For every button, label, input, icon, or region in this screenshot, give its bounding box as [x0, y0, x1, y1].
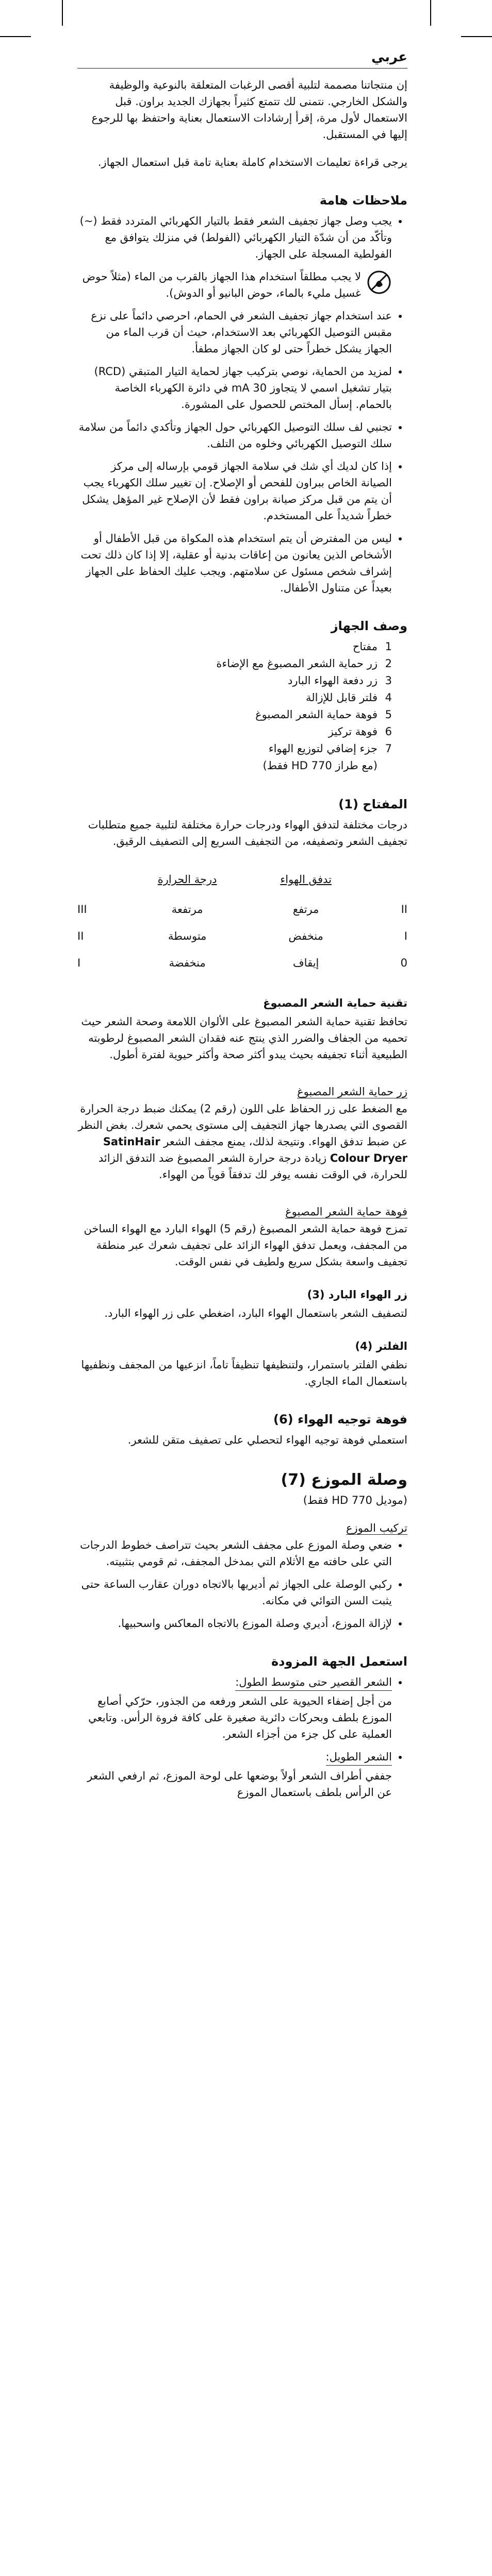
table-row: 0 إيقاف منخفضة I: [77, 957, 407, 969]
water-warning-row: [77, 268, 392, 301]
manual-page: [77, 49, 407, 1812]
list-item-long-hair: [77, 1749, 392, 1801]
color-protect-button-title: زر حماية الشعر المصبوغ: [297, 1086, 407, 1098]
crop-mark-top-right-vertical: [430, 0, 431, 26]
filter-title: الفلتر (4): [355, 1340, 407, 1352]
description-item: 4 فلتر قابل للإزالة: [305, 691, 392, 704]
using-diffuser-title: استعمل الجهة المزودة: [271, 1654, 407, 1669]
using-diffuser-list: [77, 1674, 407, 1801]
note-item-water-warning: [77, 268, 392, 301]
list-item-short-hair: [77, 1674, 392, 1742]
title-rule: [77, 68, 407, 69]
description-title: وصف الجهاز: [331, 619, 407, 633]
diffuser-model-note: (موديل HD 770 فقط): [303, 1494, 407, 1506]
list-item: • ضعي وصلة الموزع على مجفف الشعر بحيث تتراصف خطوط الدرجات التي على حافته مع الأثلام التي بمدخل المجفف، ثم قومي بتثبيته.: [77, 1537, 392, 1570]
crop-mark-left-top-horizontal: [0, 36, 31, 37]
switch-settings-table: [77, 870, 407, 976]
switch-title: المفتاح (1): [338, 797, 407, 811]
cool-shot-text: لتصفيف الشعر باستعمال الهواء البارد، اضغطي على زر الهواء البارد.: [104, 1307, 407, 1319]
intro-paragraph: إن منتجاتنا مصممة لتلبية أقصى الرغبات المتعلقة بالنوعية والوظيفة والشكل الخارجي. نتمنى لك تتمتع كثيراً بجهازك الجديد براون. قبل الاستعمال لأول مرة، إقرأ إرشادات الاستعمال بعناية واحتفظ بها للرجوع إليها في المستقبل.: [91, 79, 407, 141]
color-protect-nozzle-text: تمزج فوهة حماية الشعر المصبوغ (رقم 5) الهواء البارد مع الهواء الساخن من المجفف، ويعمل تدفق الهواء الزائد على تجفيف شعرك عبر منطقة تجفيف واسعة بشكل سريع ولطيف في نفس الوقت.: [84, 1223, 407, 1268]
description-item: 3 زر دفعة الهواء البارد: [287, 674, 392, 687]
note-item: • إذا كان لديك أي شك في سلامة الجهاز قومي بإرساله إلى مركز الصيانة الخاص ببراون للفحص أو الإصلاح. إن تغيير سلك الكهرباء يجب أن يتم من قبل مركز صيانة براون فقط لأن الإصلاح غير المؤهل يشكل خطراً شديداً على المستخدم.: [77, 458, 392, 524]
brand-name: SatinHair Colour Dryer: [103, 1136, 407, 1164]
filter-text: نظفي الفلتر باستمرار، ولتنظيفها تنظيفاً تاماً، انزعيها من المجفف ونظفيها باستعمال الماء الجاري.: [81, 1359, 407, 1387]
description-model-note: (مع طراز HD 770 فقط): [263, 759, 378, 772]
table-row: I منخفض متوسطة II: [77, 930, 407, 942]
long-hair-title: الشعر الطويل:: [326, 1749, 392, 1766]
temperature-header: درجة الحرارة: [157, 873, 217, 886]
diffuser-assembly-title: تركيب الموزع: [346, 1522, 407, 1534]
language-title: عربي: [371, 49, 407, 65]
table-spacer-right: [361, 870, 407, 896]
short-hair-title: الشعر القصير حتى متوسط الطول:: [235, 1674, 392, 1691]
table-row: II مرتفع مرتفعة III: [77, 903, 407, 916]
concentrator-text: استعملي فوهة توجيه الهواء لتحصلي على تصفيف متقن للشعر.: [127, 1434, 407, 1446]
color-protect-button-text: مع الضغط على زر الحفاظ على اللون (رقم 2) يمكنك ضبط درجة الحرارة القصوى التي يصدرها جهاز التجفيف إلى مستوى يحمي شعرك. بغض النظر عن ضبط تدفق الهواء. ونتيجة لذلك، يمنع مجفف الشعر SatinHair Colour Dryer زيادة درجة حرارة الشعر المصبوغ ضد التدفق الزائد للحرارة، في الوقت نفسه يوفر لك تدفقاً قوياً من الهواء.: [78, 1103, 407, 1181]
note-item: • لمزيد من الحماية، نوصي بتركيب جهاز لحماية التيار المتبقي (RCD) بتيار تشغيل اسمي لا يتجاوز 30 mA في دائرة الكهرباء الخاصة بالحمام. إسأل المختص للحصول على المشورة.: [77, 363, 392, 413]
concentrator-title: فوهة توجيه الهواء (6): [273, 1412, 407, 1427]
description-item: 5 فوهة حماية الشعر المصبوغ: [255, 708, 392, 721]
crop-mark-right-top-horizontal: [461, 36, 492, 37]
short-hair-text: من أجل إضفاء الحيوية على الشعر ورفعه من الجذور، حرّكي أصابع الموزع بلطف وبحركات دائرية صغيرة على كافة فروة الرأس. وتابعي العملية على كل جزء من أجزاء الشعر.: [88, 1695, 392, 1740]
notes-list: [77, 213, 407, 596]
airflow-header: تدفق الهواء: [280, 873, 332, 886]
color-protect-nozzle-title: فوهة حماية الشعر المصبوغ: [285, 1206, 407, 1218]
description-item: 1 مفتاح: [352, 640, 392, 653]
note-item: • تجنبي لف سلك التوصيل الكهربائي حول الجهاز وتأكدي دائماً من سلامة سلك التوصيل الكهربائي وخلوه من التلف.: [77, 419, 392, 452]
description-item: 6 فوهة تركيز: [328, 725, 392, 738]
note-item: • عند استخدام جهاز تجفيف الشعر في الحمام، احرصي دائماً على نزع مقبس التوصيل الكهربائي بعد الاستخدام، حيث أن قرب الماء من الجهاز يشكل خطراً حتى لو كان الجهاز مطفأ.: [77, 308, 392, 357]
no-water-warning-icon: [366, 269, 392, 295]
switch-text: درجات مختلفة لتدفق الهواء ودرجات حرارة مختلفة لتلبية جميع متطلبات تجفيف الشعر وتصفيفه، من التجفيف السريع إلى التصفيف الرقيق.: [88, 819, 407, 848]
diffuser-assembly-list: [77, 1537, 407, 1632]
note-item: • يجب وصل جهاز تجفيف الشعر فقط بالتيار الكهربائي المتردد فقط (~) وتأكّد من أن شدّة التيار الكهربائي (الفولط) في منزلك يتوافق مع الفولطية المسجلة على الجهاز.: [77, 213, 392, 262]
color-protect-title: تقنية حماية الشعر المصبوغ: [263, 997, 407, 1009]
diffuser-title: وصلة الموزع (7): [281, 1471, 407, 1489]
table-spacer-left: [77, 870, 124, 896]
intro-read-instructions: يرجى قراءة تعليمات الاستخدام كاملة بعناية تامة قبل استعمال الجهاز.: [97, 156, 407, 168]
list-item: • لإزالة الموزع، أديري وصلة الموزع بالاتجاه المعاكس واسحبيها.: [77, 1615, 392, 1632]
description-item: 2 زر حماية الشعر المصبوغ مع الإضاءة: [216, 657, 392, 670]
description-item: 7 جزء إضافي لتوزيع الهواء: [268, 742, 392, 755]
note-item: • ليس من المفترض أن يتم استخدام هذه المكواة من قبل الأطفال أو الأشخاص الذين يعانون من إعاقات بدنية أو عقلية، إلا إذا كان ذلك تحت إشراف شخص مسئول عن سلامتهم. ويجب عليك الحفاظ على الجهاز بعيداً عن متناول الأطفال.: [77, 530, 392, 596]
long-hair-text: جففي أطراف الشعر أولاً بوضعها على لوحة الموزع، ثم ارفعي الشعر عن الرأس بلطف باستعمال الموزع: [87, 1770, 392, 1799]
list-item: • ركبي الوصلة على الجهاز ثم أديريها بالاتجاه دوران عقارب الساعة حتى يثبت السن التوائي في مكانه.: [77, 1576, 392, 1609]
crop-mark-top-left-vertical: [62, 0, 63, 26]
cool-shot-title: زر الهواء البارد (3): [307, 1289, 407, 1301]
color-protect-text: تحافظ تقنية حماية الشعر المصبوغ على الألوان اللامعة وصحة الشعر حيث تحميه من الجفاف والضرر الذي ينتج عنه فقدان الشعر المصبوغ لرطوبته الطبيعية أثناء تجفيفه بحيث يبدو أكثر صحة وأكثر حيوية لفترة أطول.: [81, 1015, 407, 1061]
description-list: [77, 638, 407, 774]
note-water-text: لا يجب مطلقاً استخدام هذا الجهاز بالقرب من الماء (مثلاً حوض غسيل مليء بالماء، حوض البانيو أو الدوش).: [82, 270, 361, 299]
notes-title: ملاحظات هامة: [319, 193, 407, 208]
